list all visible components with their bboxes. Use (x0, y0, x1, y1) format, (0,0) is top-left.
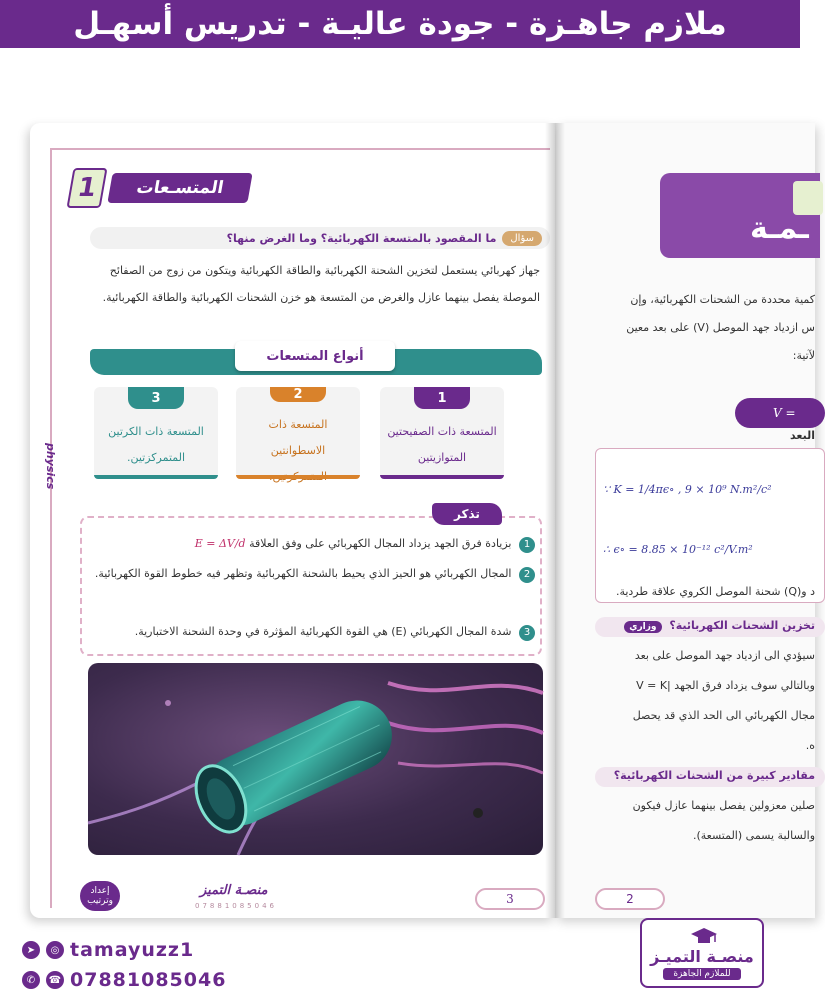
remember-item-text: المجال الكهربائي هو الحيز الذي يحيط بالشحنة الكهربائية وتظهر فيه خطوط القوة الكهربائية. (94, 567, 512, 580)
section-number: 1 (66, 168, 107, 208)
instagram-icon: ◎ (46, 941, 64, 959)
capacitor-illustration (88, 663, 543, 855)
right-page-line: س ازدياد جهد الموصل (V) على بعد معين (626, 321, 815, 334)
logo-subtitle: للملازم الجاهزة (663, 968, 740, 980)
book-spine (545, 123, 565, 918)
contact-handle-row (22, 935, 226, 965)
remember-item-1 (90, 533, 535, 555)
right-page-line: والسالبة يسمى (المتسعة). (692, 829, 815, 842)
right-page-line: لآتية: (792, 349, 815, 362)
contact-info (22, 935, 226, 995)
whatsapp-icon: ✆ (22, 971, 40, 989)
brand-logo (640, 918, 764, 988)
book-photo (0, 48, 815, 910)
footer-digits: 07881085046 (195, 902, 277, 910)
type-card-2 (236, 387, 360, 479)
contact-handle: tamayuzz1 (70, 939, 195, 961)
right-page-line: ه. (805, 739, 815, 752)
right-page-number: 2 (595, 888, 665, 910)
phone-icon: ☎ (46, 971, 64, 989)
type-card-label: المتسعة ذات الصفيحتين المتوازيتين (387, 425, 497, 464)
right-page-formula-k: ∵ K = 1/4πϵ∘ , 9 × 10⁹ N.m²/c² (603, 483, 772, 496)
right-page-question: تخزين الشحنات الكهربائية؟ وزاري (624, 619, 815, 632)
question-badge: سؤال (502, 231, 542, 246)
right-page-line: صلين معزولين يفصل بينهما عازل فيكون (632, 799, 815, 812)
right-page-section-chip (793, 181, 823, 215)
section-heading (70, 168, 270, 208)
question-text: ما المقصود بالمتسعة الكهربائية؟ وما الغرض منها؟ (226, 231, 497, 245)
right-page-banner-text: ـمـة (750, 211, 809, 246)
remember-item-2 (90, 563, 535, 585)
type-card-accent (380, 475, 504, 479)
section-title: المتسـعات (107, 173, 252, 203)
right-page-line: كمية محددة من الشحنات الكهربائية، وإن (630, 293, 815, 306)
type-card-accent (236, 475, 360, 479)
remember-item-number: 1 (519, 537, 535, 553)
capacitor-graphic (88, 663, 543, 855)
remember-title: تذكر (432, 503, 502, 525)
type-card-number: 1 (414, 387, 470, 409)
left-page-number: 3 (475, 888, 545, 910)
remember-item-text: بزيادة فرق الجهد يزداد المجال الكهربائي على وفق العلاقة (249, 537, 512, 550)
type-card-number: 3 (128, 387, 184, 409)
page-border (50, 148, 550, 150)
footer-brand: منصـة التميز (200, 883, 268, 898)
remember-item-number: 3 (519, 625, 535, 641)
type-card-accent (94, 475, 218, 479)
right-page-formula-box (595, 448, 825, 603)
right-page-question: مقادير كبيرة من الشحنات الكهربائية؟ (613, 769, 815, 782)
type-card-1 (380, 387, 504, 479)
question-badge: وزاري (624, 621, 661, 633)
logo-title: منصـة التميـز (650, 947, 754, 966)
right-page-pill-text: V = (773, 406, 796, 420)
banner-text: ملازم جاهـزة - جودة عاليـة - تدريس أسهـل (73, 6, 727, 42)
right-page-line: د و(Q) شحنة الموصل الكروي علاقة طردية. (615, 585, 815, 598)
question-bar (90, 227, 550, 249)
remember-item-number: 2 (519, 567, 535, 583)
top-banner (0, 0, 800, 48)
remember-item-3 (90, 621, 535, 643)
right-page-line: مجال الكهربائي الى الحد الذي قد يحصل (632, 709, 815, 722)
contact-phone: 07881085046 (70, 969, 227, 991)
type-card-3 (94, 387, 218, 479)
right-page-line: سيؤدي الى ازدياد جهد الموصل على بعد (634, 649, 815, 662)
telegram-icon: ➤ (22, 941, 40, 959)
remember-item-text: شدة المجال الكهربائي (E) هي القوة الكهربائية المؤثرة في وحدة الشحنة الاختبارية. (134, 625, 512, 638)
type-card-number: 2 (270, 387, 326, 402)
side-label: physics (44, 443, 57, 490)
remember-formula: E = ΔV/d (194, 537, 246, 550)
graduation-cap-icon (690, 926, 718, 948)
type-card-label: المتسعة ذات الاسطوانتين (268, 418, 328, 457)
type-card-label: المتسعة ذات الكرتين المتمركزتين. (108, 425, 204, 464)
page-left (30, 123, 555, 918)
contact-phone-row (22, 965, 226, 995)
right-page-formula-e: ∴ ϵ∘ = 8.85 × 10⁻¹² c²/V.m² (603, 543, 753, 556)
right-page-box-label: البعد (790, 429, 815, 442)
definition-paragraph: جهاز كهربائي يستعمل لتخزين الشحنة الكهربائية والطاقة الكهربائية ويتكون من زوج من الصفائح الموصلة يفصل بينهما عازل والغرض من المتسعة هو خزن الشحنات الكهربائية والطاقة الكهربائية. (102, 264, 540, 304)
page-border (50, 148, 52, 908)
types-title: أنواع المتسعات (235, 341, 395, 371)
footer-prep-badge: إعداد وترتيب (80, 881, 120, 911)
page-right (555, 123, 815, 918)
right-page-line: وبالتالي سوف يزداد فرق الجهد |V = K (636, 679, 815, 692)
